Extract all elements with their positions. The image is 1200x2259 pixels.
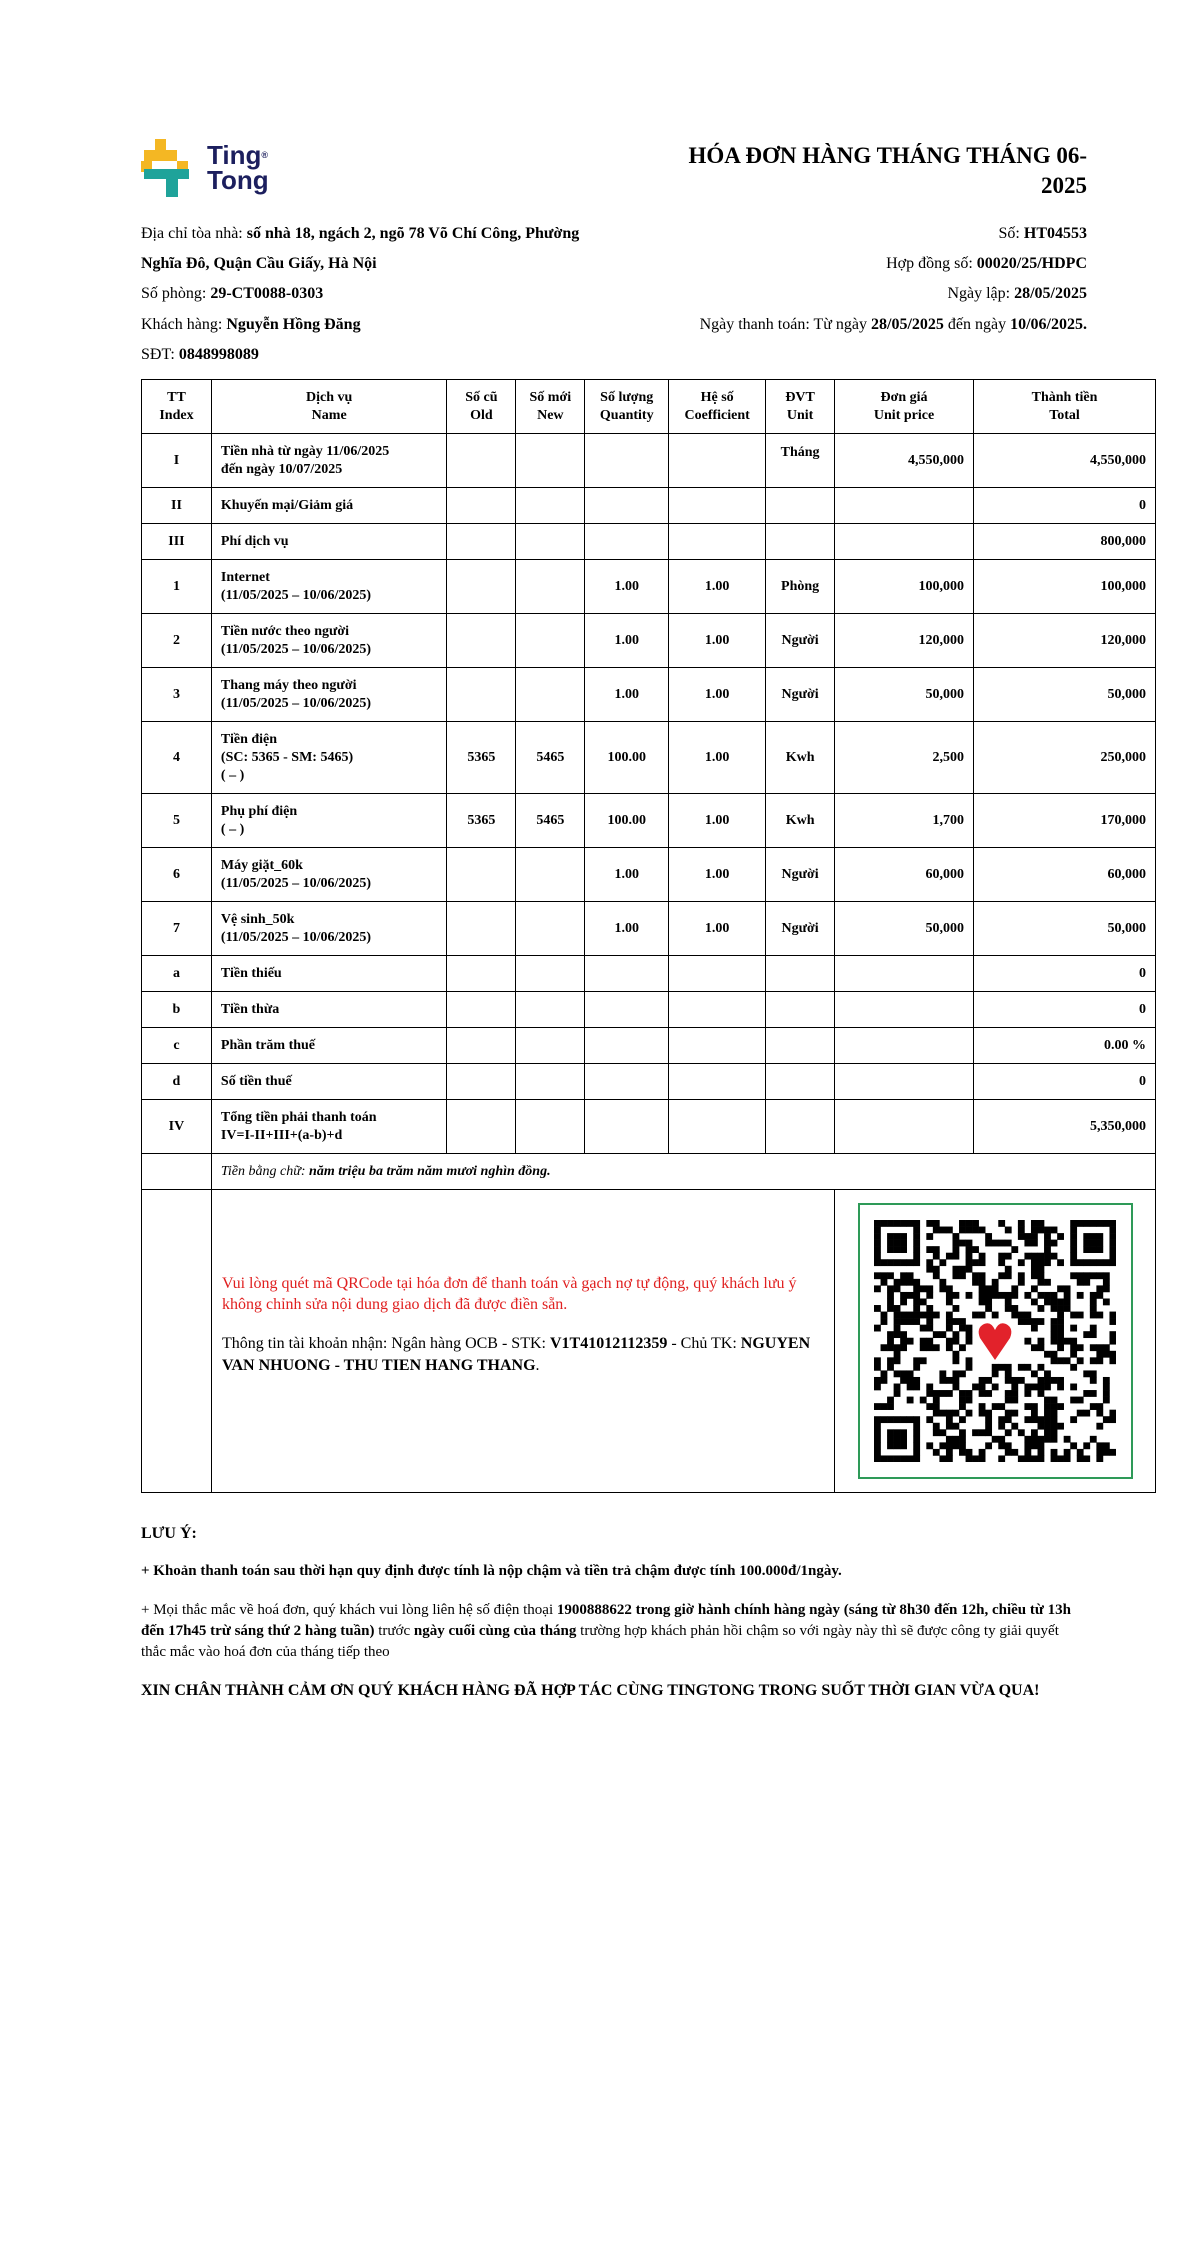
logo-line1: Ting — [207, 140, 262, 170]
customer-line — [141, 315, 361, 335]
table-row — [142, 956, 1156, 992]
late-payment-note: + Khoản thanh toán sau thời hạn quy định được tính là nộp chậm và tiền trả chậm được tính 100.000đ/1ngày. — [141, 1563, 842, 1579]
row-total: 0.00 % — [974, 1028, 1156, 1064]
row-coefficient — [669, 1064, 766, 1100]
row-index: d — [142, 1064, 212, 1100]
row-total: 0 — [974, 992, 1156, 1028]
row-name: Tiền nhà từ ngày 11/06/2025 đến ngày 10/07/2025 — [211, 434, 447, 488]
contact-note-d: ngày cuối cùng của tháng — [413, 1623, 577, 1639]
row-index: III — [142, 524, 212, 560]
row-unit-price: 60,000 — [835, 848, 974, 902]
table-row — [142, 560, 1156, 614]
words-empty-cell — [142, 1154, 212, 1190]
room-value: 29-CT0088-0303 — [210, 285, 324, 302]
issue-date-label: Ngày lập: — [947, 285, 1015, 302]
row-unit: Kwh — [766, 794, 835, 848]
row-unit-price: 1,700 — [835, 794, 974, 848]
row-unit — [766, 524, 835, 560]
logo-mark-icon — [141, 139, 203, 199]
row-index: c — [142, 1028, 212, 1064]
row-total: 800,000 — [974, 524, 1156, 560]
row-name: Phần trăm thuế — [211, 1028, 447, 1064]
row-total: 60,000 — [974, 848, 1156, 902]
row-unit-price — [835, 992, 974, 1028]
row-old — [447, 902, 516, 956]
row-old — [447, 488, 516, 524]
invoice-number-label: Số: — [998, 225, 1024, 242]
row-quantity — [585, 956, 669, 992]
header-unit-price: Đơn giá Unit price — [835, 380, 974, 434]
row-unit — [766, 1100, 835, 1154]
row-coefficient — [669, 524, 766, 560]
row-quantity — [585, 524, 669, 560]
row-unit-price — [835, 1100, 974, 1154]
row-old — [447, 614, 516, 668]
contract-line — [886, 254, 1087, 274]
table-header-row — [142, 380, 1156, 434]
table-row — [142, 1100, 1156, 1154]
row-total: 250,000 — [974, 722, 1156, 794]
row-old — [447, 524, 516, 560]
qr-code-icon[interactable] — [874, 1220, 1116, 1462]
row-coefficient: 1.00 — [669, 668, 766, 722]
row-name: Khuyến mại/Giảm giá — [211, 488, 447, 524]
table-row — [142, 614, 1156, 668]
phone-label: SĐT: — [141, 346, 179, 363]
address-label: Địa chỉ tòa nhà: — [141, 225, 247, 242]
row-old — [447, 560, 516, 614]
row-index: IV — [142, 1100, 212, 1154]
tingtong-logo — [141, 139, 301, 201]
contact-note-e: trường hợp khách phản hồi chậm so với ngày này thì sẽ được công ty giải quyết thắc mắc vào hoá đơn của tháng tiếp theo — [141, 1623, 1059, 1660]
row-unit-price — [835, 1028, 974, 1064]
row-unit-price — [835, 956, 974, 992]
row-coefficient — [669, 488, 766, 524]
row-unit: Người — [766, 848, 835, 902]
words-label: Tiền bằng chữ: — [220, 1163, 310, 1179]
address-line-2 — [141, 254, 377, 274]
row-unit-price — [835, 524, 974, 560]
row-index: 5 — [142, 794, 212, 848]
row-quantity — [585, 1028, 669, 1064]
row-name: Số tiền thuế — [211, 1064, 447, 1100]
header-index: TT Index — [142, 380, 212, 434]
row-index: 4 — [142, 722, 212, 794]
row-new — [516, 956, 585, 992]
contact-note-a: + Mọi thắc mắc về hoá đơn, quý khách vui lòng liên hệ số điện thoại — [141, 1602, 557, 1618]
address-line-1 — [141, 224, 579, 244]
row-quantity: 1.00 — [585, 848, 669, 902]
header-unit: ĐVT Unit — [766, 380, 835, 434]
row-quantity: 1.00 — [585, 614, 669, 668]
row-quantity: 1.00 — [585, 560, 669, 614]
row-unit-price: 2,500 — [835, 722, 974, 794]
row-quantity — [585, 1100, 669, 1154]
invoice-number-value: HT04553 — [1023, 225, 1087, 242]
row-quantity: 1.00 — [585, 668, 669, 722]
row-quantity — [585, 434, 669, 488]
contact-note-c: trước — [374, 1623, 414, 1639]
row-old — [447, 848, 516, 902]
header-new: Số mới New — [516, 380, 585, 434]
account-prefix: Thông tin tài khoản nhận: Ngân hàng OCB - STK: — [222, 1335, 550, 1352]
table-row — [142, 1028, 1156, 1064]
row-total: 120,000 — [974, 614, 1156, 668]
row-quantity — [585, 1064, 669, 1100]
row-new — [516, 902, 585, 956]
row-old — [447, 1028, 516, 1064]
row-unit — [766, 1064, 835, 1100]
account-end: . — [535, 1357, 540, 1374]
invoice-title: HÓA ĐƠN HÀNG THÁNG THÁNG 06-2025 — [688, 143, 1087, 198]
row-name: Vệ sinh_50k (11/05/2025 – 10/06/2025) — [211, 902, 447, 956]
row-total: 50,000 — [974, 902, 1156, 956]
row-old — [447, 956, 516, 992]
row-unit — [766, 992, 835, 1028]
row-unit-price: 50,000 — [835, 902, 974, 956]
customer-label: Khách hàng: — [141, 316, 227, 333]
row-name: Tiền thiếu — [211, 956, 447, 992]
row-unit: Kwh — [766, 722, 835, 794]
row-name: Tổng tiền phải thanh toán IV=I-II+III+(a-b)+d — [211, 1100, 447, 1154]
row-total: 50,000 — [974, 668, 1156, 722]
address-value-1: số nhà 18, ngách 2, ngõ 78 Võ Chí Công, Phường — [246, 225, 580, 242]
row-index: II — [142, 488, 212, 524]
row-old — [447, 1064, 516, 1100]
row-coefficient: 1.00 — [669, 560, 766, 614]
issue-date-value: 28/05/2025 — [1014, 285, 1087, 302]
table-row — [142, 794, 1156, 848]
row-unit-price: 50,000 — [835, 668, 974, 722]
row-new — [516, 848, 585, 902]
row-new — [516, 1100, 585, 1154]
row-index: 7 — [142, 902, 212, 956]
row-total: 0 — [974, 1064, 1156, 1100]
row-index: b — [142, 992, 212, 1028]
logo-registered: ® — [261, 150, 269, 160]
table-row — [142, 434, 1156, 488]
row-unit: Người — [766, 614, 835, 668]
row-old — [447, 668, 516, 722]
qr-instruction: Vui lòng quét mã QRCode tại hóa đơn để thanh toán và gạch nợ tự động, quý khách lưu ý không chỉnh sửa nội dung giao dịch đã được điền sẵn. — [222, 1275, 797, 1313]
room-line — [141, 284, 323, 304]
row-new — [516, 524, 585, 560]
table-row — [142, 524, 1156, 560]
row-quantity: 100.00 — [585, 722, 669, 794]
row-name: Tiền thừa — [211, 992, 447, 1028]
table-row — [142, 848, 1156, 902]
row-quantity — [585, 992, 669, 1028]
row-coefficient: 1.00 — [669, 794, 766, 848]
row-unit: Phòng — [766, 560, 835, 614]
payment-date-mid: đến ngày — [943, 316, 1011, 333]
row-unit-price: 120,000 — [835, 614, 974, 668]
row-total: 5,350,000 — [974, 1100, 1156, 1154]
row-old — [447, 434, 516, 488]
contract-value: 00020/25/HDPC — [976, 255, 1087, 272]
table-row — [142, 722, 1156, 794]
row-new — [516, 434, 585, 488]
issue-date-line — [947, 284, 1087, 304]
table-row — [142, 1064, 1156, 1100]
row-name: Máy giặt_60k (11/05/2025 – 10/06/2025) — [211, 848, 447, 902]
row-unit: Tháng — [766, 434, 835, 488]
table-row — [142, 902, 1156, 956]
row-coefficient: 1.00 — [669, 722, 766, 794]
table-row — [142, 668, 1156, 722]
row-unit-price — [835, 1064, 974, 1100]
payment-empty-cell — [142, 1190, 212, 1493]
thank-you-message: XIN CHÂN THÀNH CẢM ƠN QUÝ KHÁCH HÀNG ĐÃ HỢP TÁC CÙNG TINGTONG TRONG SUỐT THỜI GIAN VỪA QUA! — [141, 1682, 1040, 1699]
row-quantity — [585, 488, 669, 524]
address-value-2: Nghĩa Đô, Quận Cầu Giấy, Hà Nội — [141, 255, 377, 272]
row-unit: Người — [766, 668, 835, 722]
room-label: Số phòng: — [141, 285, 211, 302]
phone-value: 0848998089 — [178, 346, 259, 363]
row-unit: Người — [766, 902, 835, 956]
row-total: 4,550,000 — [974, 434, 1156, 488]
amount-in-words-row — [142, 1154, 1156, 1190]
row-index: 3 — [142, 668, 212, 722]
row-coefficient — [669, 1100, 766, 1154]
invoice-number-line — [999, 224, 1087, 244]
row-new — [516, 1064, 585, 1100]
row-unit-price — [835, 488, 974, 524]
row-coefficient — [669, 956, 766, 992]
row-quantity: 1.00 — [585, 902, 669, 956]
row-name: Tiền nước theo người (11/05/2025 – 10/06/2025) — [211, 614, 447, 668]
row-coefficient — [669, 992, 766, 1028]
row-index: I — [142, 434, 212, 488]
payment-date-line — [700, 315, 1087, 335]
row-coefficient: 1.00 — [669, 614, 766, 668]
row-unit-price: 100,000 — [835, 560, 974, 614]
account-mid: - Chủ TK: — [667, 1335, 741, 1352]
qr-cell — [835, 1190, 1156, 1493]
row-new — [516, 614, 585, 668]
row-old: 5365 — [447, 722, 516, 794]
header-total: Thành tiền Total — [974, 380, 1156, 434]
row-new — [516, 488, 585, 524]
header-old: Số cũ Old — [447, 380, 516, 434]
header-quantity: Số lượng Quantity — [585, 380, 669, 434]
payment-date-to: 10/06/2025. — [1010, 316, 1087, 333]
row-quantity: 100.00 — [585, 794, 669, 848]
row-index: 6 — [142, 848, 212, 902]
row-old — [447, 992, 516, 1028]
row-total: 100,000 — [974, 560, 1156, 614]
amount-in-words — [211, 1154, 1155, 1190]
row-new — [516, 668, 585, 722]
row-new — [516, 992, 585, 1028]
row-name: Internet (11/05/2025 – 10/06/2025) — [211, 560, 447, 614]
row-unit — [766, 488, 835, 524]
row-unit — [766, 1028, 835, 1064]
payment-date-label: Ngày thanh toán: Từ ngày — [699, 316, 872, 333]
qr-code-frame[interactable] — [858, 1203, 1133, 1479]
row-unit-price: 4,550,000 — [835, 434, 974, 488]
row-unit — [766, 956, 835, 992]
row-name: Tiền điện (SC: 5365 - SM: 5465) ( – ) — [211, 722, 447, 794]
row-index: 2 — [142, 614, 212, 668]
header-name: Dịch vụ Name — [211, 380, 447, 434]
row-coefficient — [669, 434, 766, 488]
row-name: Phụ phí điện ( – ) — [211, 794, 447, 848]
header-coefficient: Hệ số Coefficient — [669, 380, 766, 434]
bank-account-info — [222, 1333, 842, 1377]
customer-value: Nguyễn Hồng Đăng — [226, 316, 361, 333]
row-name: Thang máy theo người (11/05/2025 – 10/06/2025) — [211, 668, 447, 722]
invoice-table — [141, 379, 1156, 1493]
row-coefficient: 1.00 — [669, 848, 766, 902]
row-new: 5465 — [516, 722, 585, 794]
row-total: 0 — [974, 488, 1156, 524]
row-old: 5365 — [447, 794, 516, 848]
row-name: Phí dịch vụ — [211, 524, 447, 560]
phone-line — [141, 345, 259, 365]
row-coefficient: 1.00 — [669, 902, 766, 956]
words-value: năm triệu ba trăm năm mươi nghìn đồng. — [309, 1163, 551, 1179]
logo-line2: Tong — [207, 165, 269, 195]
row-new — [516, 1028, 585, 1064]
row-new — [516, 560, 585, 614]
heart-logo-icon — [979, 1323, 1012, 1360]
notes-heading: LƯU Ý: — [141, 1525, 197, 1542]
row-old — [447, 1100, 516, 1154]
row-total: 170,000 — [974, 794, 1156, 848]
account-holder: NGUYEN VAN NHUONG - THU TIEN HANG THANG — [222, 1335, 811, 1374]
row-total: 0 — [974, 956, 1156, 992]
contract-label: Hợp đồng số: — [886, 255, 977, 272]
contact-note — [141, 1600, 1071, 1663]
row-coefficient — [669, 1028, 766, 1064]
row-index: 1 — [142, 560, 212, 614]
contact-note-b: 1900888622 trong giờ hành chính hàng ngày (sáng từ 8h30 đến 12h, chiều từ 13h đến 17h45 trừ sáng thứ 2 hàng tuần) — [141, 1602, 1071, 1639]
row-new: 5465 — [516, 794, 585, 848]
row-index: a — [142, 956, 212, 992]
table-row — [142, 488, 1156, 524]
account-number: V1T41012112359 — [549, 1335, 668, 1352]
payment-date-from: 28/05/2025 — [871, 316, 944, 333]
table-row — [142, 992, 1156, 1028]
